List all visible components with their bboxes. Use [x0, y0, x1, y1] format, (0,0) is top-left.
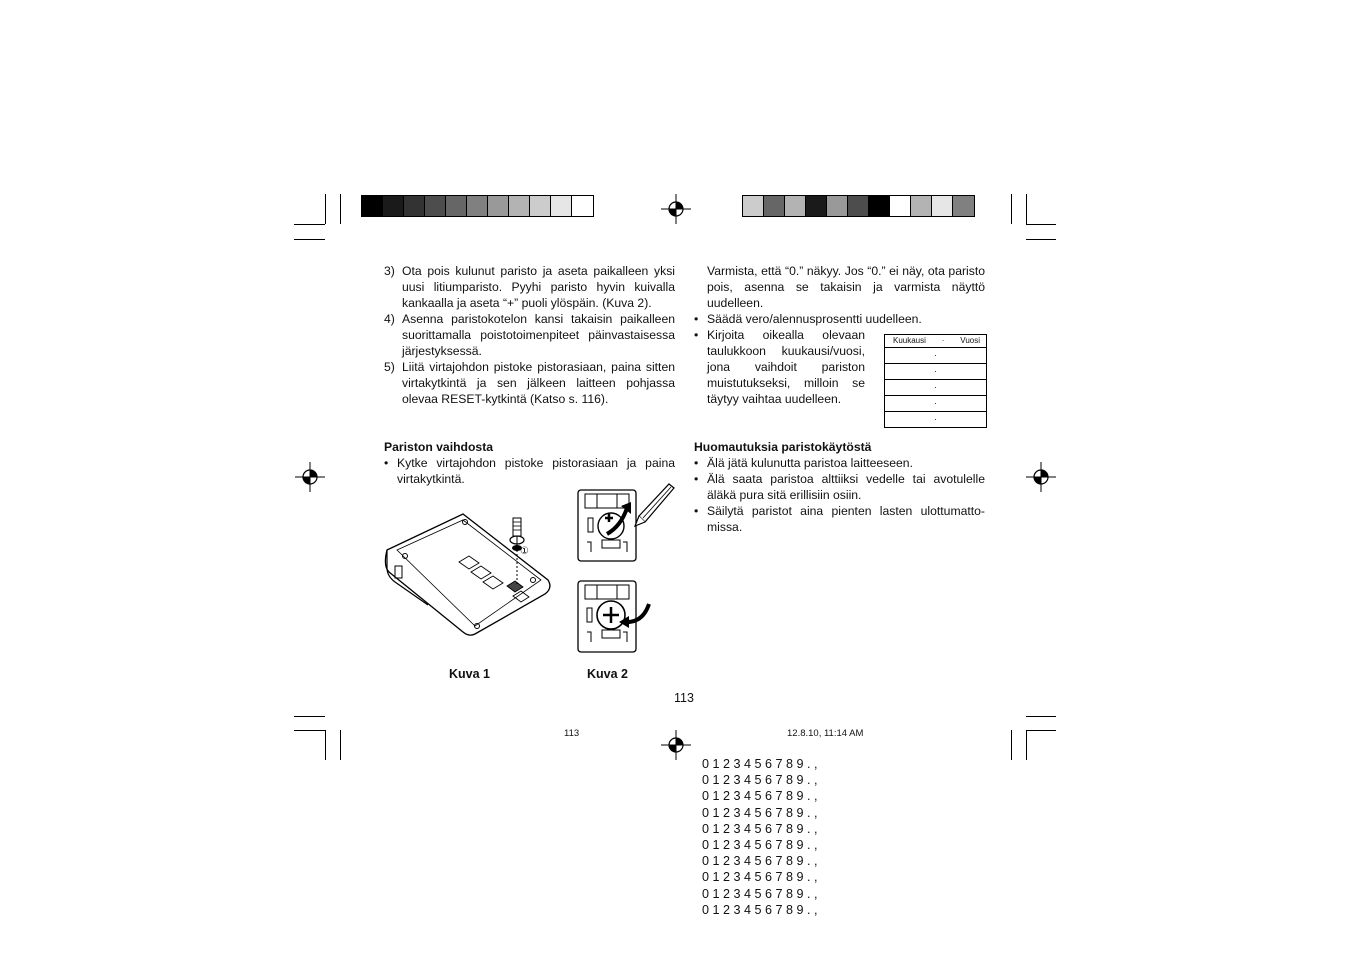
figure-2-caption: Kuva 2 [587, 667, 628, 681]
bullet-mark: • [694, 504, 699, 518]
figure-1-calculator-underside [383, 510, 558, 638]
color-swatch [572, 196, 593, 216]
digit-row: 0 1 2 3 4 5 6 7 8 9 . , [702, 886, 818, 901]
step-number: 4) [384, 312, 395, 326]
registration-mark-left-icon [295, 462, 325, 492]
step-5 [384, 359, 675, 407]
step-4 [384, 311, 675, 359]
bullet-mark: • [384, 456, 389, 470]
digit-row: 0 1 2 3 4 5 6 7 8 9 . , [702, 789, 818, 804]
color-swatch [890, 196, 911, 216]
bullet-mark: • [694, 472, 699, 486]
digit-row: 0 1 2 3 4 5 6 7 8 9 . , [702, 757, 818, 771]
registration-mark-right-icon [1026, 462, 1056, 492]
note-item [694, 503, 985, 535]
memo-row: . [885, 396, 986, 412]
figure-1-step-label: ① [520, 546, 529, 557]
battery-date-memo-table [884, 334, 987, 428]
color-swatch [848, 196, 869, 216]
color-swatch [551, 196, 572, 216]
color-swatch [509, 196, 530, 216]
footer-timestamp: 12.8.10, 11:14 AM [787, 728, 864, 739]
bullet-write-date [694, 327, 865, 407]
steps-list [384, 263, 675, 407]
notes-title: Huomautuksia paristokäytöstä [694, 440, 872, 454]
color-swatch [869, 196, 890, 216]
bullet-mark: • [694, 328, 699, 342]
color-swatch [446, 196, 467, 216]
color-swatch [425, 196, 446, 216]
page-number: 113 [674, 691, 694, 705]
color-swatch [383, 196, 404, 216]
color-swatch [467, 196, 488, 216]
step-text: Asenna paristokotelon kansi takaisin paikalleen suorittamalla poistotoimenpiteet päinvastaisessa järjestyksessä. [402, 312, 675, 358]
note-item [694, 471, 985, 503]
note-text: Älä saata paristoa alttiiksi vedelle tai avotulelle äläkä pura sitä erillisiin osiin. [707, 472, 985, 502]
figure-2a-battery-removal [577, 480, 675, 564]
color-swatch [404, 196, 425, 216]
color-swatch [362, 196, 383, 216]
digit-row: 0 1 2 3 4 5 6 7 8 9 . , [702, 805, 818, 820]
step-text: Ota pois kulunut paristo ja aseta paikalleen yksi uusi litiumparisto. Pyyhi paristo hyvin kuivalla kankaalla ja aseta “+” puoli ylöspäin. (Kuva 2). [402, 264, 675, 310]
memo-col-month: Kuukausi [893, 336, 926, 345]
memo-row: . [885, 380, 986, 396]
digit-row: 0 1 2 3 4 5 6 7 8 9 . , [702, 821, 818, 836]
intro-text: Varmista, että “0.” näkyy. Jos “0.” ei näy, ota paristo pois, asenna se takaisin ja varmista näyttö uudelleen. [707, 264, 985, 310]
color-swatch [953, 196, 974, 216]
color-swatch [488, 196, 509, 216]
note-item [694, 455, 985, 471]
step-3 [384, 263, 675, 311]
step-number: 3) [384, 264, 395, 278]
digit-row: 0 1 2 3 4 5 6 7 8 9 . , [702, 870, 818, 885]
step-text: Liitä virtajohdon pistoke pistorasiaan, paina sitten virtakytkintä ja sen jälkeen laitteen pohjassa olevaa RESET-kytkintä (Katso s. 116). [402, 360, 675, 406]
registration-mark-bottom-icon [661, 730, 691, 760]
figure-2b-battery-insertion [577, 578, 657, 654]
bullet-text: Säädä vero/alennusprosentti uudelleen. [707, 312, 922, 326]
digit-row: 0 1 2 3 4 5 6 7 8 9 . , [702, 902, 818, 917]
section-title: Pariston vaihdosta [384, 440, 494, 454]
color-swatch [827, 196, 848, 216]
note-text: Säilytä paristot aina pienten lasten ulottumatto-missa. [707, 504, 985, 534]
memo-row: . [885, 364, 986, 380]
registration-mark-top-icon [661, 194, 691, 224]
color-swatch [764, 196, 785, 216]
digit-test-rows [702, 756, 818, 918]
bullet-text: Kirjoita oikealla olevaan taulukkoon kuukausi/vuosi, jona vaihdoit pariston muistutukseksi, milloin se täytyy vaihtaa uudelleen. [707, 328, 865, 406]
color-swatch [932, 196, 953, 216]
color-calibration-bar-right [742, 195, 975, 217]
color-swatch [743, 196, 764, 216]
memo-row: . [885, 348, 986, 364]
memo-col-sep: · [941, 336, 945, 345]
digit-row: 0 1 2 3 4 5 6 7 8 9 . , [702, 838, 818, 853]
bullet-mark: • [694, 312, 699, 326]
color-swatch [785, 196, 806, 216]
note-text: Älä jätä kulunutta paristoa laitteeseen. [707, 456, 913, 470]
digit-row: 0 1 2 3 4 5 6 7 8 9 . , [702, 773, 818, 788]
bullet-mark: • [694, 456, 699, 470]
color-swatch [530, 196, 551, 216]
step-number: 5) [384, 360, 395, 374]
battery-notes-section [694, 439, 985, 535]
digit-row: 0 1 2 3 4 5 6 7 8 9 . , [702, 854, 818, 869]
memo-col-year: Vuosi [960, 336, 980, 345]
bullet-adjust-rate [694, 311, 985, 327]
footer-page: 113 [564, 728, 580, 739]
color-swatch [911, 196, 932, 216]
memo-row: . [934, 412, 937, 422]
color-calibration-bar-left [361, 195, 594, 217]
color-swatch [806, 196, 827, 216]
figure-1-caption: Kuva 1 [449, 667, 490, 681]
bullet-text: Kytke virtajohdon pistoke pistorasiaan ja paina virtakytkintä. [397, 456, 675, 486]
memo-table-header [885, 335, 986, 348]
